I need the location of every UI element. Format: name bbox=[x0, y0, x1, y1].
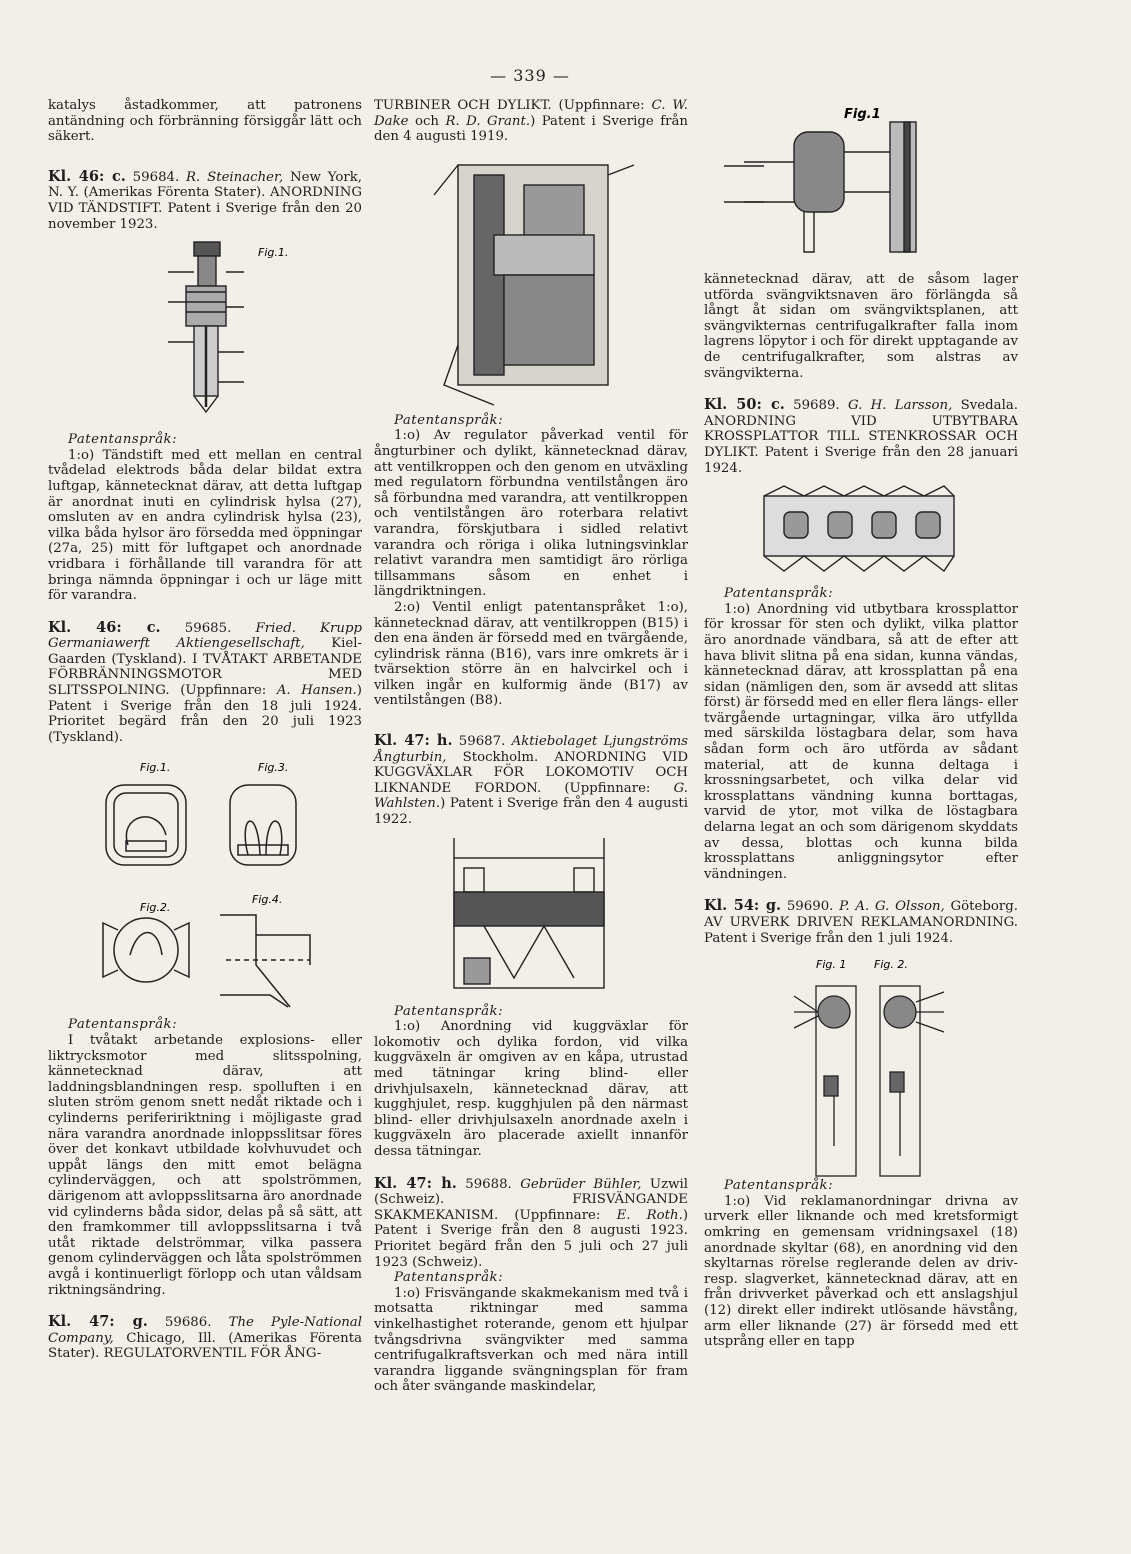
figure-spark-plug bbox=[48, 232, 362, 432]
entry-text: Stockholm. ANORDNING VID KUGGVÄXLAR FÖR LOKOMOTIV OCH LIKNANDE FORDON. (Uppfinnare: bbox=[374, 749, 688, 796]
patent-entry-59689 bbox=[704, 397, 1018, 476]
patent-number: 59690. bbox=[781, 899, 840, 915]
applicant: R. Steinacher, bbox=[186, 169, 284, 185]
claims-heading: Patentanspråk: bbox=[68, 1017, 178, 1033]
entry-text: TURBINER OCH DYLIKT. (Uppfinnare: bbox=[374, 98, 652, 113]
figure-gear-housing bbox=[374, 828, 688, 1004]
claim-text: 1:o) Anordning vid kuggväxlar för lokomotiv och dylika fordon, vid vilka kuggväxeln är omgiven av en kåpa, utrustad med tätningar kring blind- eller drivhjulsaxeln, kännetecknad därav, att kugghjulet, resp. kugghjulen på den närmast blind- eller drivhjulsaxeln anordnade axeln i kuggväxeln äro placerade axiellt innanför dessa tätningar. bbox=[374, 1019, 688, 1159]
claim-continuation: kännetecknad därav, att de såsom lager utförda svängviktsnaven äro förlängda så långt åt sidan om svängviktsplanen, att svängvikternas centrifugalkrafter falla inom lagrens löpytor i och för direkt upptagande av de centrifugalkrafter, som alstras av svängvikterna. bbox=[704, 272, 1018, 381]
entry-text: New York, N. Y. (Amerikas Förenta Stater). ANORDNING VID TÄNDSTIFT. Patent i Sverige från den 20 november 1923. bbox=[48, 169, 362, 232]
entry-text: Uzwil (Schweiz). FRISVÄNGANDE SKAKMEKANISM. (Uppfinnare: bbox=[374, 1176, 689, 1223]
figure-label: Fig. 2. bbox=[874, 958, 908, 972]
claims-heading: Patentanspråk: bbox=[724, 1178, 834, 1194]
class-label: Kl. 54: g. bbox=[704, 897, 782, 915]
paragraph: katalys åstadkommer, att patronens antändning och förbränning försiggår lätt och säkert. bbox=[48, 98, 362, 145]
inventor: R. D. Grant. bbox=[445, 113, 531, 129]
clockwork-illustration bbox=[704, 946, 1018, 1178]
claims-heading: Patentanspråk: bbox=[394, 1270, 504, 1286]
applicant: The Pyle-National Company, bbox=[48, 1315, 362, 1346]
column-3 bbox=[704, 98, 1018, 1350]
patent-number: 59684. bbox=[125, 169, 187, 185]
class-label: Kl. 47: h. bbox=[374, 1174, 457, 1192]
figure-label: Fig. 1 bbox=[816, 958, 847, 972]
applicant: Fried. Krupp Germaniawerft Aktiengesellschaft, bbox=[48, 620, 363, 652]
entry-text: Svedala. ANORDNING VID UTBYTBARA KROSSPLATTOR TILL STENKROSSAR OCH DYLIKT. Patent i Sverige från den 28 januari 1924. bbox=[704, 398, 1018, 476]
patent-entry-59685 bbox=[48, 620, 362, 746]
entry-text: Kiel-Gaarden (Tyskland). I TVÅTAKT ARBETANDE FÖRBRÄNNINGSMOTOR MED SLITSSPOLNING. (Uppfinnare: bbox=[48, 636, 362, 699]
claims-heading: Patentanspråk: bbox=[68, 432, 178, 448]
figure-crusher-plate bbox=[704, 476, 1018, 586]
class-label: Kl. 46: c. bbox=[48, 618, 161, 636]
figure-label: Fig.2. bbox=[140, 901, 171, 915]
figure-label: Fig.4. bbox=[252, 893, 283, 907]
class-label: Kl. 50: c. bbox=[704, 396, 785, 414]
spark-plug-illustration bbox=[48, 232, 362, 432]
applicant: G. H. Larsson, bbox=[847, 398, 953, 414]
inventor: E. Roth. bbox=[616, 1207, 683, 1223]
figure-shaker bbox=[704, 92, 1018, 272]
class-label: Kl. 47: h. bbox=[374, 732, 453, 750]
figure-label: Fig.1. bbox=[258, 246, 289, 260]
claim-text: I tvåtakt arbetande explosions- eller liktrycksmotor med slitsspolning, kännetecknad därav, att laddningsblandningen resp. spolluften i en sluten ström genom snett nedåt riktade och i cylinderns perifeririktning i möjligaste grad nära varandra anordnade inloppsslitsar föres över det konkavt utbildade kolvhuvudet och uppåt längs den mitt emot belägna cylinderväggen, och att spolströmmen, därigenom att avloppsslitsarna äro anordnade vid cylinderns båda sidor, delas på så sätt, att den framkommer till avloppsslitsarna i två utåt riktade delströmmar, vilka passera genom cylinderväggen och låta spolströmmen avgå i kontinuerligt förlopp och utan våldsam riktningsändring. bbox=[48, 1033, 362, 1298]
inventor: A. Hansen. bbox=[276, 683, 357, 699]
patent-number: 59689. bbox=[784, 398, 848, 414]
patent-entry-59687 bbox=[374, 733, 688, 828]
figure-label: Fig.1 bbox=[844, 107, 881, 122]
gear-housing-illustration bbox=[374, 828, 688, 1004]
entry-text: ) Patent i Sverige från den 18 juli 1924. Prioritet begärd från den 20 juli 1923 (Tyskland). bbox=[48, 683, 362, 745]
column-2 bbox=[374, 98, 688, 1395]
patent-number: 59685. bbox=[160, 620, 256, 636]
figure-regulator-valve bbox=[374, 145, 688, 413]
patent-entry-59688 bbox=[374, 1176, 688, 1271]
applicant: Gebrüder Bühler, bbox=[520, 1176, 642, 1192]
figure-engine-ports bbox=[48, 745, 362, 1017]
claim-text: 1:o) Vid reklamanordningar drivna av urverk eller liknande och med kretsformigt omkring en gemensam vridningsaxel (18) anordnade skyltar (68), en anordning vid den skyltarnas rörelse reglerande delen av driv- resp. slagverket, kännetecknad därav, att en från drivverket påverkad och ett anslagshjul (12) direkt eller indirekt utlösande hävstång, arm eller liknande (27) är försedd med ett utsprång eller en tapp bbox=[704, 1193, 1018, 1350]
entry-text: ) Patent i Sverige från den 4 augusti 1922. bbox=[374, 796, 688, 828]
inventor: C. W. Dake bbox=[374, 98, 688, 129]
column-1 bbox=[48, 98, 362, 1362]
figure-clockwork bbox=[704, 946, 1018, 1178]
inventor: G. Wahlsten. bbox=[374, 780, 688, 812]
patent-entry-59684 bbox=[48, 169, 362, 232]
applicant: P. A. G. Olsson, bbox=[839, 899, 945, 915]
claim-text: 1:o) Anordning vid utbytbara krossplattor för krossar för sten och dylikt, vilka plattor äro anordnade vändbara, så att de efter att hava blivit slitna på ena sidan, kunna vändas, kännetecknad därav, att krossplattan på ena sidan (nämligen den, som är avsedd att slitas först) är försedd med en eller flera längs- eller tvärgående urtagningar, vilka äro utfyllda med särskilda löstagbara delar, som hava sådan form och äro utförda av sådant material, att de kunna deltaga i krossningsarbetet, och vilka delar vid krossplattans vändning kunna borttagas, varvid de ytor, mot vilka de löstagbara delarna legat an och som därigenom skyddats av dessa, blottas och kunna bilda krossplattans anliggningsytor efter vändningen. bbox=[704, 601, 1018, 882]
claim-text: 1:o) Tändstift med ett mellan en central tvådelad elektrods båda delar bildat extra luftgap, kännetecknat därav, att detta luftgap är anordnat inuti en cylindrisk hylsa (27), omsluten av en andra cylindrisk hylsa (23), vilka båda hylsor äro försedda med öppningar (27a, 25) mitt för luftgapet och anordnade vridbara i förhållande till varandra för att bringa nämnda öppningar i och ur läge mitt för varandra. bbox=[48, 447, 362, 604]
shaker-illustration bbox=[704, 92, 1018, 272]
patent-number: 59688. bbox=[456, 1176, 521, 1192]
claims-heading: Patentanspråk: bbox=[394, 412, 504, 428]
applicant: Aktiebolaget Ljungströms Ångturbin, bbox=[374, 734, 688, 765]
claim-text: 1:o) Av regulator påverkad ventil för ångturbiner och dylikt, kännetecknad därav, att ventilkroppen och den genom en utväxling med regulatorn förbundna ventilstången äro så förbundna med varandra, att ventilkroppen och ventilstången äro roterbara relativt varandra, förskjutbara i sidled relativt varandra och röriga i olika lutningsvinklar relativt varandra men samtidigt äro rörliga tillsammans såsom en enhet i längdriktningen. bbox=[374, 428, 688, 600]
entry-text: ) Patent i Sverige från den 4 augusti 1919. bbox=[374, 113, 688, 145]
entry-text: ) Patent i Sverige från den 8 augusti 1923. Prioritet begärd från den 5 juli och 27 juli 1923 (Schweiz). bbox=[374, 1207, 689, 1270]
engine-ports-illustration bbox=[48, 745, 362, 1017]
entry-text: Chicago, Ill. (Amerikas Förenta Stater). REGULATORVENTIL FÖR ÅNG- bbox=[48, 1330, 362, 1362]
patent-entry-59690 bbox=[704, 898, 1018, 946]
claim-text: 2:o) Ventil enligt patentanspråket 1:o), kännetecknad därav, att ventilkroppen (B15) i den ena änden är försedd med en tvärgående, cylindrisk ränna (B16), vars inre omkrets är i tvärsektion större än en halvcirkel och i vilken ingår en kulformig ände (B17) av ventilstången (B8). bbox=[374, 599, 688, 709]
patent-number: 59687. bbox=[452, 734, 512, 750]
figure-label: Fig.1. bbox=[140, 761, 171, 775]
patent-number: 59686. bbox=[147, 1315, 229, 1331]
entry-text: Göteborg. AV URVERK DRIVEN REKLAMANORDNING. Patent i Sverige från den 1 juli 1924. bbox=[704, 899, 1018, 946]
regulator-valve-illustration bbox=[374, 145, 688, 413]
class-label: Kl. 47: g. bbox=[48, 1313, 148, 1331]
claims-heading: Patentanspråk: bbox=[394, 1003, 504, 1019]
claim-text: 1:o) Frisvängande skakmekanism med två i motsatta riktningar med samma vinkelhastighet roterande, genom ett hjulpar tvångsdrivna svängvikter med samma centrifugalkraftsverkan och med nära intill varandra liggande svängningsplan för fram och åter svängande maskindelar, bbox=[374, 1285, 688, 1395]
entry-continuation bbox=[374, 98, 688, 145]
patent-entry-59686 bbox=[48, 1314, 362, 1362]
page-number: — 339 — bbox=[490, 66, 570, 85]
claims-heading: Patentanspråk: bbox=[724, 586, 834, 602]
class-label: Kl. 46: c. bbox=[48, 167, 126, 185]
entry-text: och bbox=[408, 113, 446, 129]
figure-label: Fig.3. bbox=[258, 761, 289, 775]
crusher-plate-illustration bbox=[704, 476, 1018, 586]
